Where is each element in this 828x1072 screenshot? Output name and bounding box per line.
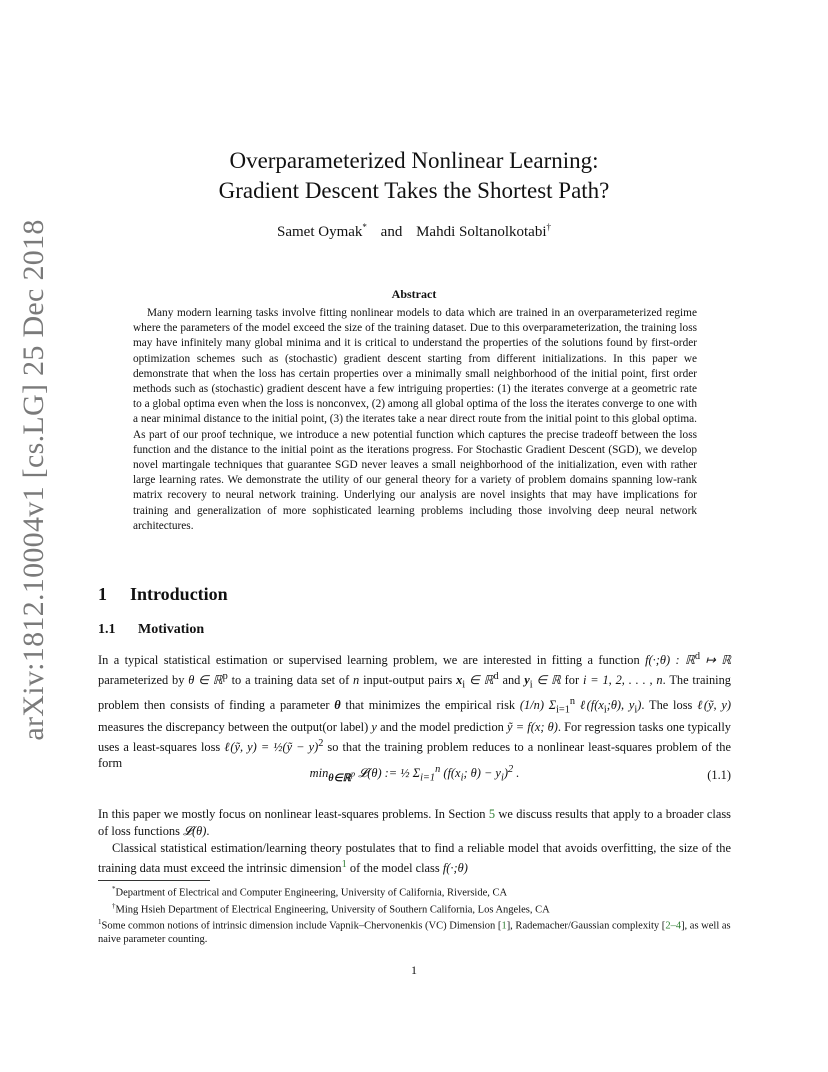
title-line-1: Overparameterized Nonlinear Learning: (229, 148, 599, 173)
citation-link[interactable]: 2–4 (665, 920, 682, 932)
subsection-number: 1.1 (98, 622, 116, 637)
section-heading (98, 584, 228, 605)
footnote: †Ming Hsieh Department of Electrical Engineering, University of Southern California, Los Angeles, CA (112, 901, 550, 916)
author-list (0, 222, 828, 241)
body-paragraph: Classical statistical estimation/learning theory postulates that to find a reliable model that avoids overfitting, the size of the training data must exceed the intrinsic dimension$^1$ of the model class f(·;θ) (98, 841, 731, 875)
abstract-heading: Abstract (391, 287, 437, 301)
author-name: Samet Oymak (277, 224, 363, 240)
body-paragraph: In this paper we mostly focus on nonlinear least-squares problems. In Section 5 we discuss results that apply to a broader class of loss functions 𝓛(θ). (98, 807, 731, 838)
footnote-ref-link[interactable]: 1 (341, 858, 347, 870)
arxiv-identifier-stamp: arXiv:1812.10004v1 [cs.LG] 25 Dec 2018 (17, 219, 50, 741)
citation-link[interactable]: 1 (501, 920, 507, 932)
title-line-2: Gradient Descent Takes the Shortest Path? (218, 178, 610, 203)
footnotes (98, 883, 731, 946)
equation-body: $\min_{\theta\in ℝ^p}$ 𝓛(θ) := ½ $\Sigma_{i=1}^n$ ($f(x_i$; $\theta) - y_i)^2$ . (309, 764, 520, 784)
section-ref-link[interactable]: 5 (488, 807, 496, 821)
section-title: Introduction (130, 584, 228, 604)
footnote: $^1$Some common notions of intrinsic dimension include Vapnik–Chervonenkis (VC) Dimension [1], Rademacher/Gaussian complexity [2–4], as well as naive parameter counting. (98, 918, 731, 946)
subsection-heading (98, 622, 204, 638)
equation-number: (1.1) (707, 768, 731, 782)
footnote-divider (98, 880, 210, 881)
equation-1-1 (98, 760, 731, 796)
section-number: 1 (98, 584, 107, 604)
body-paragraph: In a typical statistical estimation or supervised learning problem, we are interested in fitting a function f(·;θ) : ℝ$^d$ ↦ ℝ parameterized by θ ∈ ℝ$^p$ to a training data set of n input-output pairs $x_i$ ∈ ℝ$^d$ and $y_i$ ∈ ℝ for i = 1, 2, . . . , n. The training problem then consists of finding a parameter θ that minimizes the empirical risk (1/n) $\Sigma_{i=1}^n$ $\ell(f(x_i;\theta)$, $y_i$). The loss ℓ(ỹ, y) measures the discrepancy between the output(or label) y and the model prediction ỹ = f(x; θ). For regression tasks one typically uses a least-squares loss ℓ(ỹ, y) = ½(ỹ − y)$^2$ so that the training problem reduces to a nonlinear least-squares problem of the form (98, 651, 732, 771)
footnote: *Department of Electrical and Computer Engineering, University of California, Riverside, CA (112, 885, 508, 899)
paper-title (0, 146, 828, 206)
author-affiliation-mark: * (362, 222, 367, 232)
author-conjunction: and (380, 224, 403, 240)
subsection-title: Motivation (138, 622, 205, 637)
page-number: 1 (411, 963, 417, 977)
author-affiliation-mark: † (546, 222, 551, 232)
author-name: Mahdi Soltanolkotabi (416, 224, 547, 240)
abstract-text: Many modern learning tasks involve fitting nonlinear models to data which are trained in an overparameterized regime where the parameters of the model exceed the size of the training dataset. Due to this overparameterization, the training loss may have infinitely many global minima and it is critical to understand the properties of the solutions found by first-order optimization schemes such as (stochastic) gradient descent starting from different initializations. In this paper we demonstrate that when the loss has certain properties over a minimally small neighborhood of the initial point, first order methods such as (stochastic) gradient descent have a few intriguing properties: (1) the iterates converge at a geometric rate to a global optima even when the loss is nonconvex, (2) among all global optima of the loss the iterates converge to one with a near minimal distance to the initial point, (3) the iterates take a near direct route from the initial point to this global optima. As part of our proof technique, we introduce a new potential function which captures the precise tradeoff between the loss function and the distance to the initial point as the iterations progress. For Stochastic Gradient Descent (SGD), we develop novel martingale techniques that guarantee SGD never leaves a small neighborhood of the initialization, even with rather large learning rates. We demonstrate the utility of our general theory for a variety of problem domains spanning low-rank matrix recovery to neural network training. Underlying our analysis are novel insights that may have implications for training and generalization of more sophisticated learning problems including those involving deep neural network architectures. (133, 307, 697, 532)
